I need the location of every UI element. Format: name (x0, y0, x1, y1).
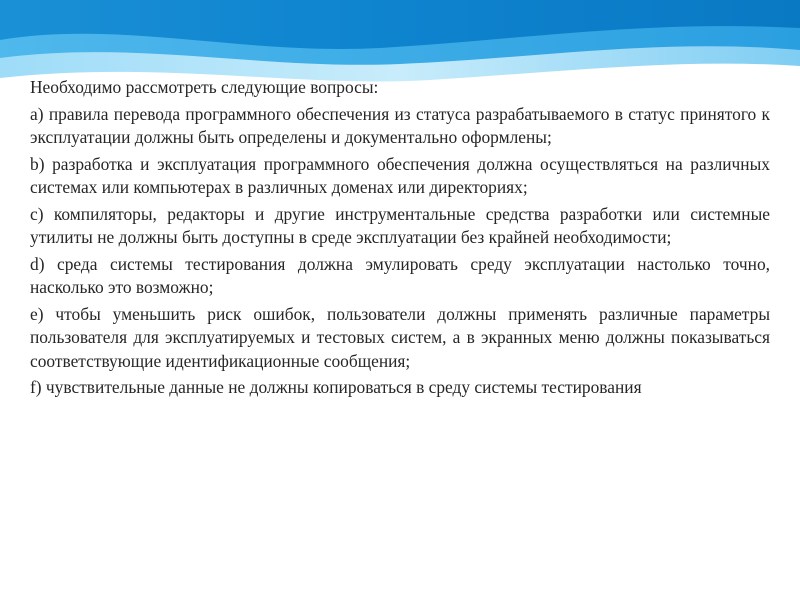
intro-paragraph: Необходимо рассмотреть следующие вопросы: (30, 77, 379, 97)
list-item-d: d) среда системы тестирования должна эмулировать среду эксплуатации настолько точно, насколько это возможно; (30, 253, 770, 297)
list-item-f: f) чувствительные данные не должны копироваться в среду системы тестирования (30, 377, 642, 397)
list-item-c: c) компиляторы, редакторы и другие инструментальные средства разработки или системные утилиты не должны быть доступны в среде эксплуатации без крайней необходимости; (30, 203, 770, 247)
list-item-e: e) чтобы уменьшить риск ошибок, пользователи должны применять различные параметры пользователя для эксплуатируемых и тестовых систем, а в экранных меню должны показываться соответствующие идентификационные сообщения; (30, 303, 770, 371)
list-item-a: a) правила перевода программного обеспечения из статуса разрабатываемого в статус принятого к эксплуатации должны быть определены и документально оформлены; (30, 103, 770, 147)
list-item-b: b) разработка и эксплуатация программного обеспечения должна осуществляться на различных системах или компьютерах в различных доменах или директориях; (30, 153, 770, 197)
slide-text-body (30, 76, 770, 403)
